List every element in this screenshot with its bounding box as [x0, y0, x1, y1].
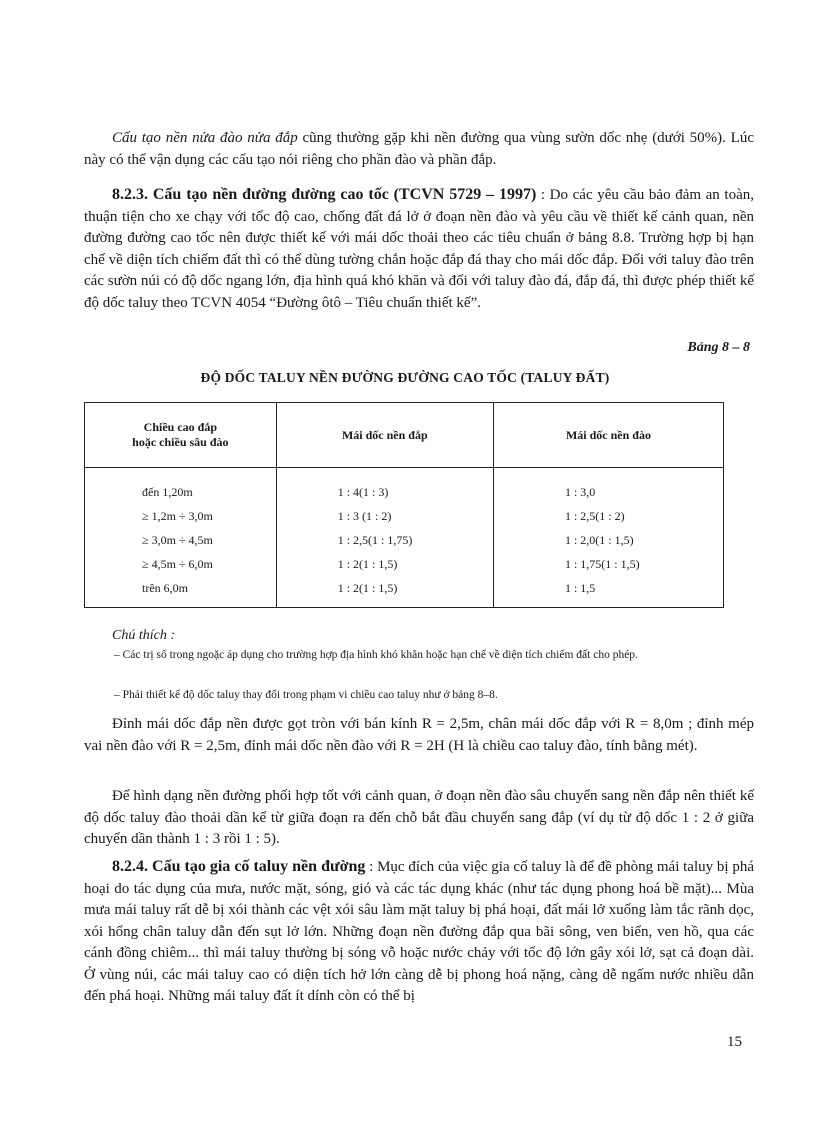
cut-slopes-column — [493, 468, 723, 608]
intro-italic-lead: Cấu tạo nền nửa đào nửa đắp — [112, 130, 298, 146]
header-height-line1: Chiều cao đắp — [143, 420, 218, 434]
note-item: – Các trị số trong ngoặc áp dụng cho trường hợp địa hình khó khăn hoặc hạn chế về diện tích chiếm đất cho phép. — [114, 649, 638, 661]
table-body-row — [85, 468, 724, 608]
cut-slope-value: 1 : 2,0(1 : 1,5) — [564, 533, 634, 547]
page-number: 15 — [727, 1034, 742, 1050]
fill-slope-value: 1 : 2,5(1 : 1,75) — [337, 533, 413, 547]
table-header-row — [85, 403, 724, 468]
cut-slope-value: 1 : 3,0 — [564, 485, 596, 499]
cut-slope-value: 1 : 1,5 — [564, 581, 596, 595]
height-value: ≥ 4,5m ÷ 6,0m — [142, 557, 213, 571]
fill-slopes-column — [276, 468, 493, 608]
body-paragraph: Đỉnh mái dốc đắp nền được gọt tròn với bán kính R = 2,5m, chân mái dốc đắp với R = 8,0m ; đỉnh mép vai nền đào với R = 2,5m, đỉnh mái dốc nền đào với R = 2H (H là chiều cao taluy đào, tính bằng mét). — [84, 716, 754, 754]
body-paragraph: Để hình dạng nền đường phối hợp tốt với cảnh quan, ở đoạn nền đào sâu chuyển sang nền đắp nên thiết kế độ dốc taluy đào thoải dần kể từ giữa đoạn ra đến chỗ bắt đầu chuyển sang đắp (ví dụ từ độ dốc 1 : 2 ở giữa chuyển dần thành 1 : 3 rồi 1 : 5). — [84, 788, 754, 847]
height-value: ≥ 3,0m ÷ 4,5m — [142, 533, 213, 547]
section-8-2-4-paragraph — [84, 856, 754, 1008]
header-height-line2: hoặc chiều sâu đào — [132, 435, 229, 449]
heights-column — [85, 468, 277, 608]
intro-paragraph — [84, 128, 754, 171]
height-value: trên 6,0m — [142, 581, 188, 595]
slope-table — [84, 402, 724, 608]
height-value: đến 1,20m — [142, 485, 193, 499]
section-8-2-4-text: : Mục đích của việc gia cố taluy là để đề phòng mái taluy bị phá hoại do tác dụng của mưa, nước mặt, sóng, gió và các tác dụng khác (như tác dụng phong hoá bề mặt)... Mùa mưa mái taluy rất dễ bị xói thành các vệt xói sâu làm mặt taluy bị phá hoại, đất mái lở xuống làm tắc rãnh dọc, xói hổng chân taluy dẫn đến sụt lở lớn. Những đoạn nền đường đắp qua bãi sông, ven biển, ven hồ, qua các cánh đồng chiêm... thì mái taluy thường bị sóng vỗ hoặc nước chảy với tốc độ lớn gây xói lở, sạt cả đoạn dài. Ở vùng núi, các mái taluy cao có diện tích hở lớn càng dễ bị phong hoá nặng, càng dễ ngấm nước nhiều dẫn đến phá hoại. Những mái taluy đất ít dính còn có thể bị — [84, 859, 755, 1004]
intro-text: cũng thường gặp khi nền đường qua vùng sườn dốc nhẹ (dưới 50%). Lúc này có thể vận dụng các cấu tạo nói riêng cho phần đào và phần đắp. — [84, 130, 754, 168]
fill-slope-value: 1 : 2(1 : 1,5) — [337, 557, 398, 571]
height-value: ≥ 1,2m ÷ 3,0m — [142, 509, 213, 523]
cut-slope-value: 1 : 1,75(1 : 1,5) — [564, 557, 640, 571]
cut-slope-value: 1 : 2,5(1 : 2) — [564, 509, 625, 523]
header-fill-slope: Mái dốc nền đắp — [276, 403, 493, 468]
table-caption: ĐỘ DỐC TALUY NỀN ĐƯỜNG ĐƯỜNG CAO TỐC (TALUY ĐẤT) — [200, 370, 610, 385]
header-cut-slope: Mái dốc nền đào — [493, 403, 723, 468]
fill-slope-value: 1 : 4(1 : 3) — [337, 485, 389, 499]
section-8-2-3-heading: 8.2.3. Cấu tạo nền đường đường cao tốc (TCVN 5729 – 1997) — [112, 186, 537, 203]
notes-title: Chú thích : — [112, 628, 175, 643]
fill-slope-value: 1 : 3 (1 : 2) — [337, 509, 392, 523]
section-8-2-3-paragraph — [84, 184, 754, 314]
note-item: – Phải thiết kế độ dốc taluy thay đổi trong phạm vi chiều cao taluy như ở bảng 8–8. — [114, 689, 498, 701]
section-8-2-3-text: : Do các yêu cầu bảo đảm an toàn, thuận tiện cho xe chạy với tốc độ cao, chống đất đá lở ở đoạn nền đào và yêu cầu về thiết kế cảnh quan, nền đường đường cao tốc nên được thiết kế với mái dốc thoải theo các tiêu chuẩn ở bảng 8.8. Trường hợp bị hạn chế về diện tích chiếm đất thì có thể dùng tường chắn hoặc đắp đá thay cho mái dốc đắp. Đối với taluy đào trên các sườn núi có độ dốc ngang lớn, địa hình quá khó khăn và đối với taluy đào đá, đắp đá, thì được phép thiết kế độ dốc taluy theo TCVN 4054 “Đường ôtô – Tiêu chuẩn thiết kế”. — [84, 187, 755, 311]
header-height — [85, 403, 277, 468]
section-8-2-4-heading: 8.2.4. Cấu tạo gia cố taluy nền đường — [112, 858, 366, 875]
table-number: Bảng 8 – 8 — [687, 340, 750, 355]
fill-slope-value: 1 : 2(1 : 1,5) — [337, 581, 398, 595]
